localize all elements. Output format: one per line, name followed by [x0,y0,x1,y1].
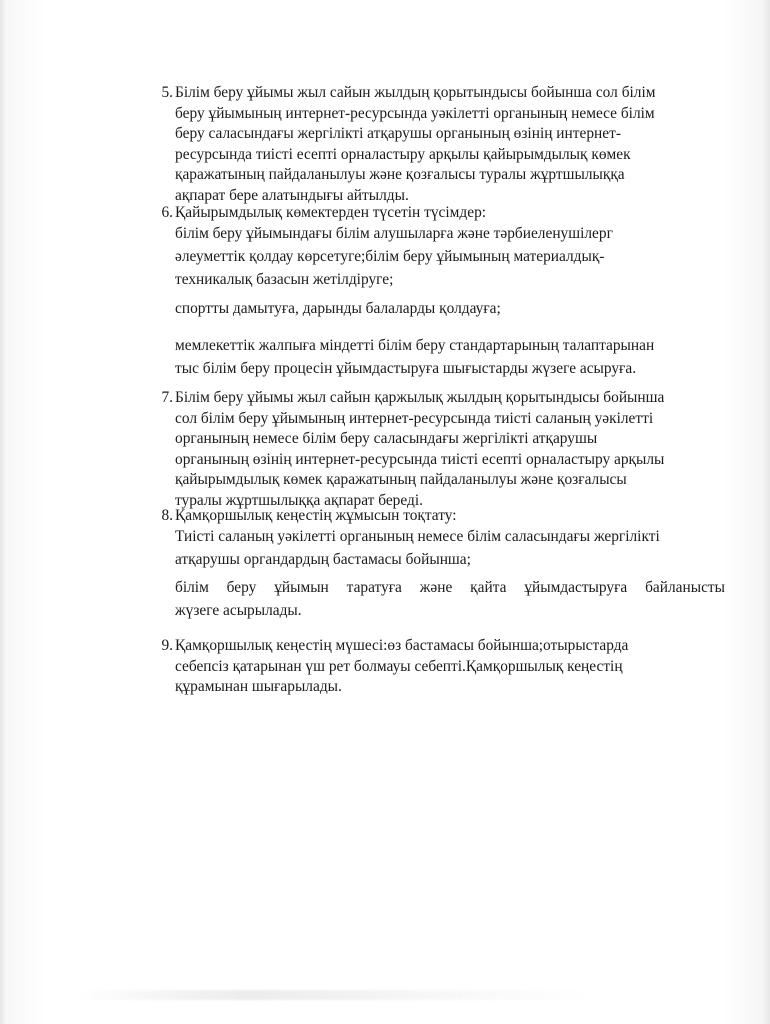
text-line: беру саласындағы жергілікті атқарушы органының өзінің интернет- [175,125,621,142]
text-line: туралы жұртшылыққа ақпарат береді. [175,491,423,509]
text-line: органының өзінің интернет-ресурсында тиісті есепті орналастыру арқылы [175,450,665,468]
text-line: сол білім беру ұйымының интернет-ресурсында тиісті саланың уәкілетті [175,409,654,427]
text-line: Білім беру ұйымы жыл сайын қаржылық жылдың қорытындысы бойынша [175,389,665,406]
text-line: себепсіз қатарынан үш рет болмауы себепті.Қамқоршылық кеңестің [175,657,623,675]
item-text [175,636,725,698]
text-line: білім беру ұйымын таратуға және қайта ұйымдастыруға байланысты [175,579,725,596]
text-line: білім беру ұйымындағы білім алушыларға және тәрбиеленушілерг [175,225,613,242]
text-line: ақпарат бере алатындығы айтылды. [175,186,409,204]
item-number: 7. [161,389,173,406]
list-item-8-sub [145,576,725,626]
text-line: беру ұйымының интернет-ресурсында уәкілетті органының немесе білім [175,104,655,122]
scan-shadow-right [762,0,770,1024]
text-line: ресурсында тиісті есепті орналастыру арқылы қайырымдылық көмек [175,145,631,163]
text-line: техникалық базасын жетілдіруге; [175,271,394,288]
list-item-9 [145,636,725,700]
scan-artifact [75,990,595,1000]
text-line: тыс білім беру процесін ұйымдастыруға шығыстарды жүзеге асыруға. [175,360,637,377]
list-item-5 [145,83,725,208]
list-item-6-sub [145,222,725,292]
text-line: құрамынан шығарылады. [175,678,342,695]
item-text [175,506,725,571]
text-line: Қайырымдылық көмектерден түсетін түсімдер: [175,204,487,221]
item-text [175,83,725,206]
item-subtext [175,576,725,622]
text-line: қаражатының пайдаланылуы және қозғалысы туралы жұртшылыққа [175,166,625,183]
text-line: спортты дамытуға, дарынды балаларды қолдауға; [175,300,501,317]
text-line: Білім беру ұйымы жыл сайын жылдың қорытындысы бойынша сол білім [175,84,656,101]
text-line: қайырымдылық көмек қаражатының пайдаланылуы және қозғалысы [175,471,627,488]
item-number: 9. [161,637,173,654]
item-subtext [175,222,725,291]
list-item-6-sub2 [145,299,725,321]
text-line: Тиісті саланың уәкілетті органының немесе білім саласындағы жергілікті [175,527,660,545]
text-line: Қамқоршылық кеңестің мүшесі:өз бастамасы бойынша;отырыстарда [175,637,629,654]
item-text [175,388,725,511]
text-line: органының немесе білім беру саласындағы жергілікті атқарушы [175,430,598,447]
list-item-8 [145,506,725,576]
list-item-6-sub3 [145,334,725,380]
item-number: 8. [161,507,173,524]
item-number: 5. [161,84,173,101]
list-item-7 [145,388,725,513]
scan-shadow-left [0,0,6,1024]
item-text [175,203,725,224]
item-subtext [175,334,725,380]
text-line: Қамқоршылық кеңестің жұмысын тоқтату: [175,507,457,524]
text-line: атқарушы органдардың бастамасы бойынша; [175,551,471,568]
text-line: әлеуметтік қолдау көрсетуге;білім беру ұйымының материалдық- [175,248,605,265]
item-number: 6. [161,204,173,221]
text-line: жүзеге асырылады. [175,602,302,619]
item-subtext [175,299,725,320]
text-line: мемлекеттік жалпыға міндетті білім беру стандартарының талаптарынан [175,337,655,354]
